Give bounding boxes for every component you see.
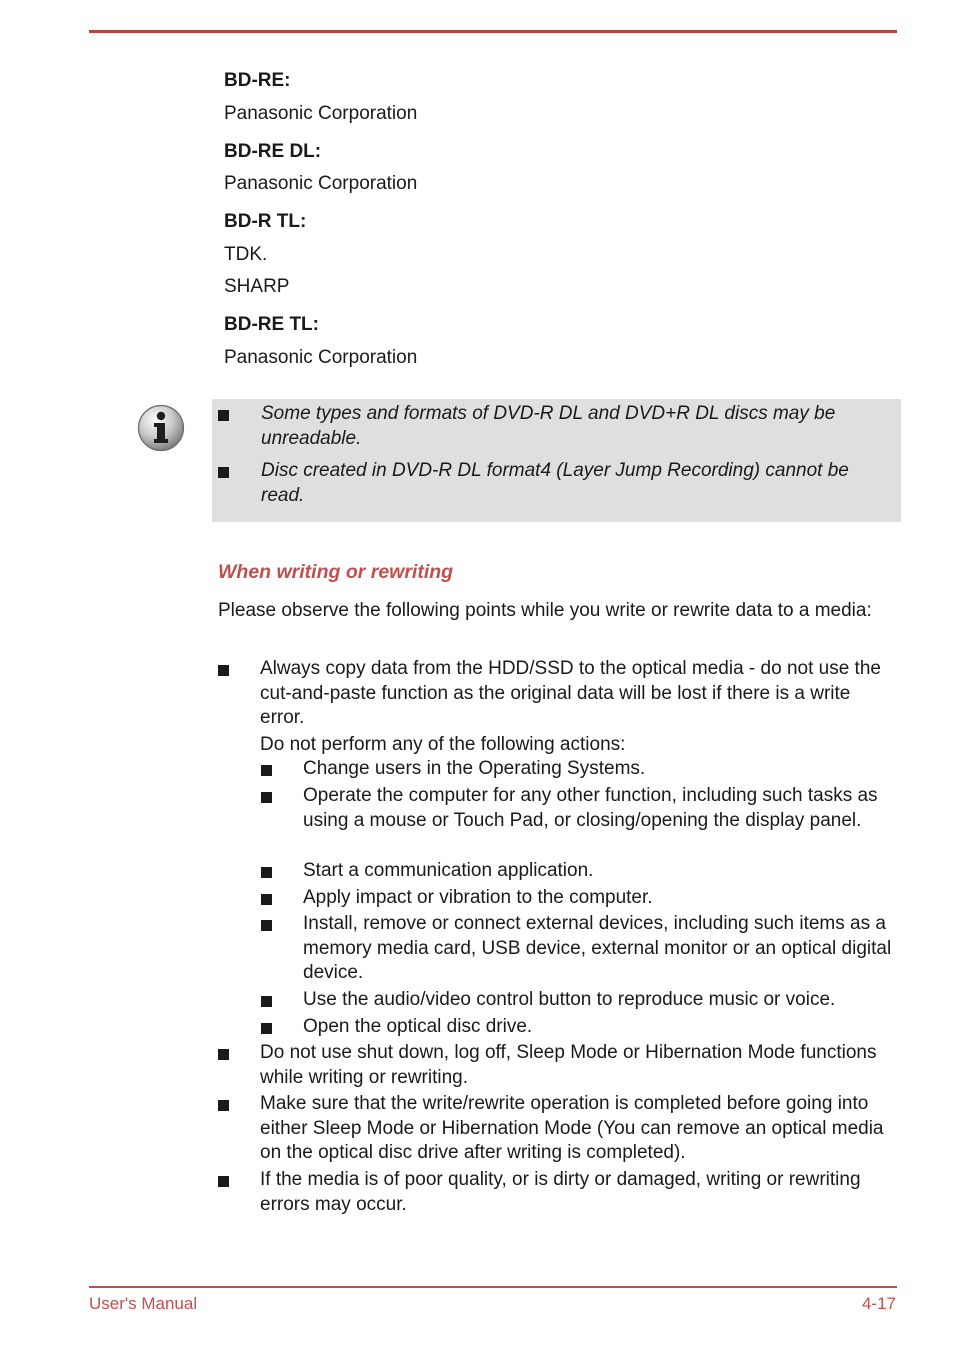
media-value: Panasonic Corporation [224,103,418,124]
square-bullet-icon [218,1176,229,1187]
media-label-bd-r-tl: BD-R TL: [224,211,307,232]
media-label-bd-re-dl: BD-RE DL: [224,141,322,162]
square-bullet-icon [218,665,229,676]
footer-rule [89,1286,897,1288]
square-bullet-icon [261,792,272,803]
section-title: When writing or rewriting [218,561,454,583]
footer-page-number: 4-17 [861,1294,896,1313]
square-bullet-icon [218,1100,229,1111]
media-value: SHARP [224,276,290,297]
square-bullet-icon [261,996,272,1007]
media-label-bd-re: BD-RE: [224,70,291,91]
section-intro: Please observe the following points while you write or rewrite data to a media: [218,600,872,621]
square-bullet-icon [261,920,272,931]
square-bullet-icon [218,410,229,421]
square-bullet-icon [261,1023,272,1034]
media-value: Panasonic Corporation [224,173,418,194]
media-label-bd-re-tl: BD-RE TL: [224,314,319,335]
square-bullet-icon [218,1049,229,1060]
square-bullet-icon [261,867,272,878]
square-bullet-icon [218,467,229,478]
media-value: TDK. [224,244,268,265]
header-rule [89,30,897,33]
square-bullet-icon [261,765,272,776]
square-bullet-icon [261,894,272,905]
sub-list-intro: Do not perform any of the following actions: [260,734,626,755]
footer-manual-title: User's Manual [89,1294,198,1313]
media-value: Panasonic Corporation [224,347,418,368]
info-icon [137,404,185,452]
note-box: Some types and formats of DVD-R DL and DVD+R DL discs may be unreadable. Disc created in DVD-R DL format4 (Layer Jump Recording) cannot be read. [212,399,901,522]
